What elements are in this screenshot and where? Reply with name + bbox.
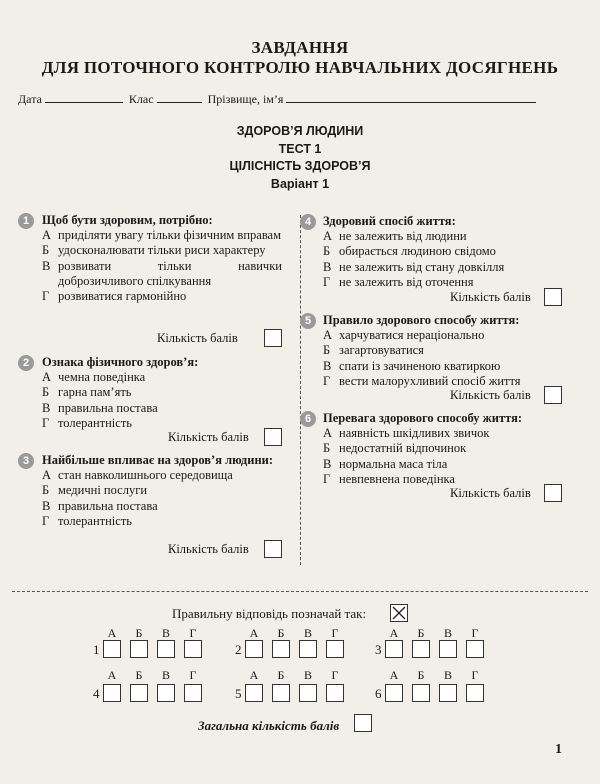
- student-info-fields: [18, 90, 539, 107]
- answer-letter-header: Г: [331, 626, 339, 640]
- option-b[interactable]: Б гарна пам’ять: [42, 385, 132, 400]
- option-c[interactable]: В не залежить від стану довкілля: [323, 259, 505, 274]
- variant-title: Варіант 1: [270, 177, 330, 191]
- answer-letter-header: В: [303, 668, 312, 682]
- question-number-badge: 4: [300, 214, 316, 230]
- answer-row-number: 5: [235, 686, 242, 701]
- answer-letter-header: В: [161, 626, 170, 640]
- question-3: [42, 453, 282, 529]
- option-d[interactable]: Г невпевнена поведінка: [323, 471, 455, 486]
- question-number-badge: 2: [18, 355, 34, 371]
- option-b[interactable]: Б обирається людиною свідомо: [323, 244, 496, 259]
- example-cross-box: [390, 604, 408, 622]
- test-title: ТЕСТ 1: [278, 142, 322, 156]
- answer-letter-header: А: [389, 626, 399, 640]
- score-label: Кількість балів: [157, 331, 238, 345]
- question-number-badge: 5: [300, 313, 316, 329]
- question-6: [323, 411, 573, 487]
- answer-row-number: 6: [375, 686, 382, 701]
- class-label: Клас: [128, 92, 154, 106]
- answer-box[interactable]: [157, 684, 175, 702]
- question-text: Здоровий спосіб життя:: [323, 214, 456, 228]
- answer-box[interactable]: [272, 640, 290, 658]
- answer-letter-header: Б: [135, 668, 143, 682]
- question-text: Правило здорового способу життя:: [323, 313, 520, 327]
- answer-box[interactable]: [439, 684, 457, 702]
- answer-box[interactable]: [245, 684, 263, 702]
- option-d[interactable]: Г толерантність: [42, 415, 132, 430]
- answer-letter-header: В: [443, 626, 452, 640]
- option-a[interactable]: А не залежить від людини: [323, 229, 467, 244]
- answer-box[interactable]: [272, 684, 290, 702]
- score-label: Кількість балів: [168, 542, 249, 556]
- answer-box[interactable]: [103, 684, 121, 702]
- answer-box[interactable]: [385, 684, 403, 702]
- answer-box[interactable]: [130, 640, 148, 658]
- option-c[interactable]: В нормальна маса тіла: [323, 456, 448, 471]
- answer-letter-header: Б: [277, 626, 285, 640]
- section-title: ЗДОРОВ’Я ЛЮДИНИ: [236, 124, 364, 138]
- answer-row-number: 1: [93, 642, 100, 657]
- answer-letter-header: Г: [189, 626, 197, 640]
- score-box-q4[interactable]: [544, 288, 562, 306]
- option-c[interactable]: В спати із зачиненою кватиркою: [323, 358, 501, 373]
- question-text: Найбільше впливає на здоров’я людини:: [42, 453, 274, 467]
- question-1: [42, 213, 282, 304]
- date-label: Дата: [18, 92, 42, 106]
- page-number: 1: [555, 742, 562, 757]
- question-2: [42, 355, 282, 431]
- score-label: Кількість балів: [450, 290, 531, 304]
- answer-box[interactable]: [412, 684, 430, 702]
- question-5: [323, 313, 573, 389]
- column-divider: [300, 215, 301, 565]
- answer-box[interactable]: [326, 640, 344, 658]
- question-text: Щоб бути здоровим, потрібно:: [42, 213, 213, 227]
- score-label: Кількість балів: [450, 486, 531, 500]
- answer-box[interactable]: [385, 640, 403, 658]
- score-box-q3[interactable]: [264, 540, 282, 558]
- total-score-box[interactable]: [354, 714, 372, 732]
- answer-box[interactable]: [326, 684, 344, 702]
- answer-letter-header: В: [443, 668, 452, 682]
- answer-letter-header: Б: [277, 668, 285, 682]
- title-line-2: ДЛЯ ПОТОЧНОГО КОНТРОЛЮ НАВЧАЛЬНИХ ДОСЯГНЕНЬ: [41, 58, 559, 77]
- answer-letter-header: Г: [189, 668, 197, 682]
- cross-icon: [391, 605, 407, 621]
- question-number-badge: 3: [18, 453, 34, 469]
- score-box-q1[interactable]: [264, 329, 282, 347]
- option-a[interactable]: А стан навколишнього середовища: [42, 468, 233, 483]
- answer-box[interactable]: [184, 640, 202, 658]
- date-field[interactable]: [45, 90, 123, 103]
- question-text: Перевага здорового способу життя:: [323, 411, 522, 425]
- score-label: Кількість балів: [450, 388, 531, 402]
- answer-box[interactable]: [439, 640, 457, 658]
- option-a[interactable]: А наявність шкідливих звичок: [323, 426, 490, 441]
- answer-row-number: 4: [93, 686, 100, 701]
- answer-box[interactable]: [184, 684, 202, 702]
- option-b[interactable]: Б медичні послуги: [42, 483, 148, 498]
- section-divider: [12, 591, 588, 592]
- option-c[interactable]: В правильна постава: [42, 400, 158, 415]
- option-b[interactable]: Б недостатній відпочинок: [323, 441, 467, 456]
- answer-letter-header: Б: [417, 626, 425, 640]
- answer-letter-header: А: [249, 626, 259, 640]
- question-4: [323, 214, 573, 290]
- topic-title: ЦІЛІСНІСТЬ ЗДОРОВ’Я: [229, 159, 371, 173]
- answer-box[interactable]: [412, 640, 430, 658]
- answer-box[interactable]: [299, 640, 317, 658]
- total-score-label: Загальна кількість балів: [198, 718, 340, 733]
- answer-box[interactable]: [299, 684, 317, 702]
- option-b[interactable]: Б загартовуватися: [323, 343, 424, 358]
- score-box-q5[interactable]: [544, 386, 562, 404]
- score-box-q2[interactable]: [264, 428, 282, 446]
- answer-letter-header: А: [249, 668, 259, 682]
- option-c[interactable]: В розвивати тільки навички доброзичливого спілкування: [42, 258, 282, 288]
- answer-letter-header: В: [161, 668, 170, 682]
- option-b[interactable]: Б удосконалювати тільки риси характеру: [42, 243, 266, 258]
- option-d[interactable]: Г вести малорухливий спосіб життя: [323, 373, 521, 388]
- class-field[interactable]: [157, 90, 202, 103]
- answer-box[interactable]: [245, 640, 263, 658]
- score-label: Кількість балів: [168, 430, 249, 444]
- answer-row-number: 3: [375, 642, 382, 657]
- option-a[interactable]: А чемна поведінка: [42, 370, 146, 385]
- answer-row-number: 2: [235, 642, 242, 657]
- question-text: Ознака фізичного здоров’я:: [42, 355, 199, 369]
- answer-letter-header: А: [107, 668, 117, 682]
- name-label: Прізвище, ім’я: [207, 92, 284, 106]
- option-a[interactable]: А приділяти увагу тільки фізичним вправам: [42, 228, 282, 243]
- answer-box[interactable]: [103, 640, 121, 658]
- answer-box[interactable]: [130, 684, 148, 702]
- option-d[interactable]: Г розвиватися гармонійно: [42, 289, 187, 304]
- answer-box[interactable]: [157, 640, 175, 658]
- answer-letter-header: В: [303, 626, 312, 640]
- question-number-badge: 1: [18, 213, 34, 229]
- question-number-badge: 6: [300, 411, 316, 427]
- answer-letter-header: Г: [471, 626, 479, 640]
- option-a[interactable]: А харчуватися нераціонально: [323, 328, 485, 343]
- answer-letter-header: А: [389, 668, 399, 682]
- score-box-q6[interactable]: [544, 484, 562, 502]
- option-d[interactable]: Г не залежить від оточення: [323, 274, 474, 289]
- answer-letter-header: А: [107, 626, 117, 640]
- answer-box[interactable]: [466, 684, 484, 702]
- answer-letter-header: Б: [417, 668, 425, 682]
- name-field[interactable]: [286, 90, 536, 103]
- answer-instruction: Правильну відповідь позначай так:: [172, 606, 367, 621]
- answer-box[interactable]: [466, 640, 484, 658]
- option-d[interactable]: Г толерантність: [42, 513, 132, 528]
- option-c[interactable]: В правильна постава: [42, 498, 158, 513]
- title-line-1: ЗАВДАННЯ: [251, 38, 349, 57]
- answer-letter-header: Г: [471, 668, 479, 682]
- answer-letter-header: Б: [135, 626, 143, 640]
- answer-letter-header: Г: [331, 668, 339, 682]
